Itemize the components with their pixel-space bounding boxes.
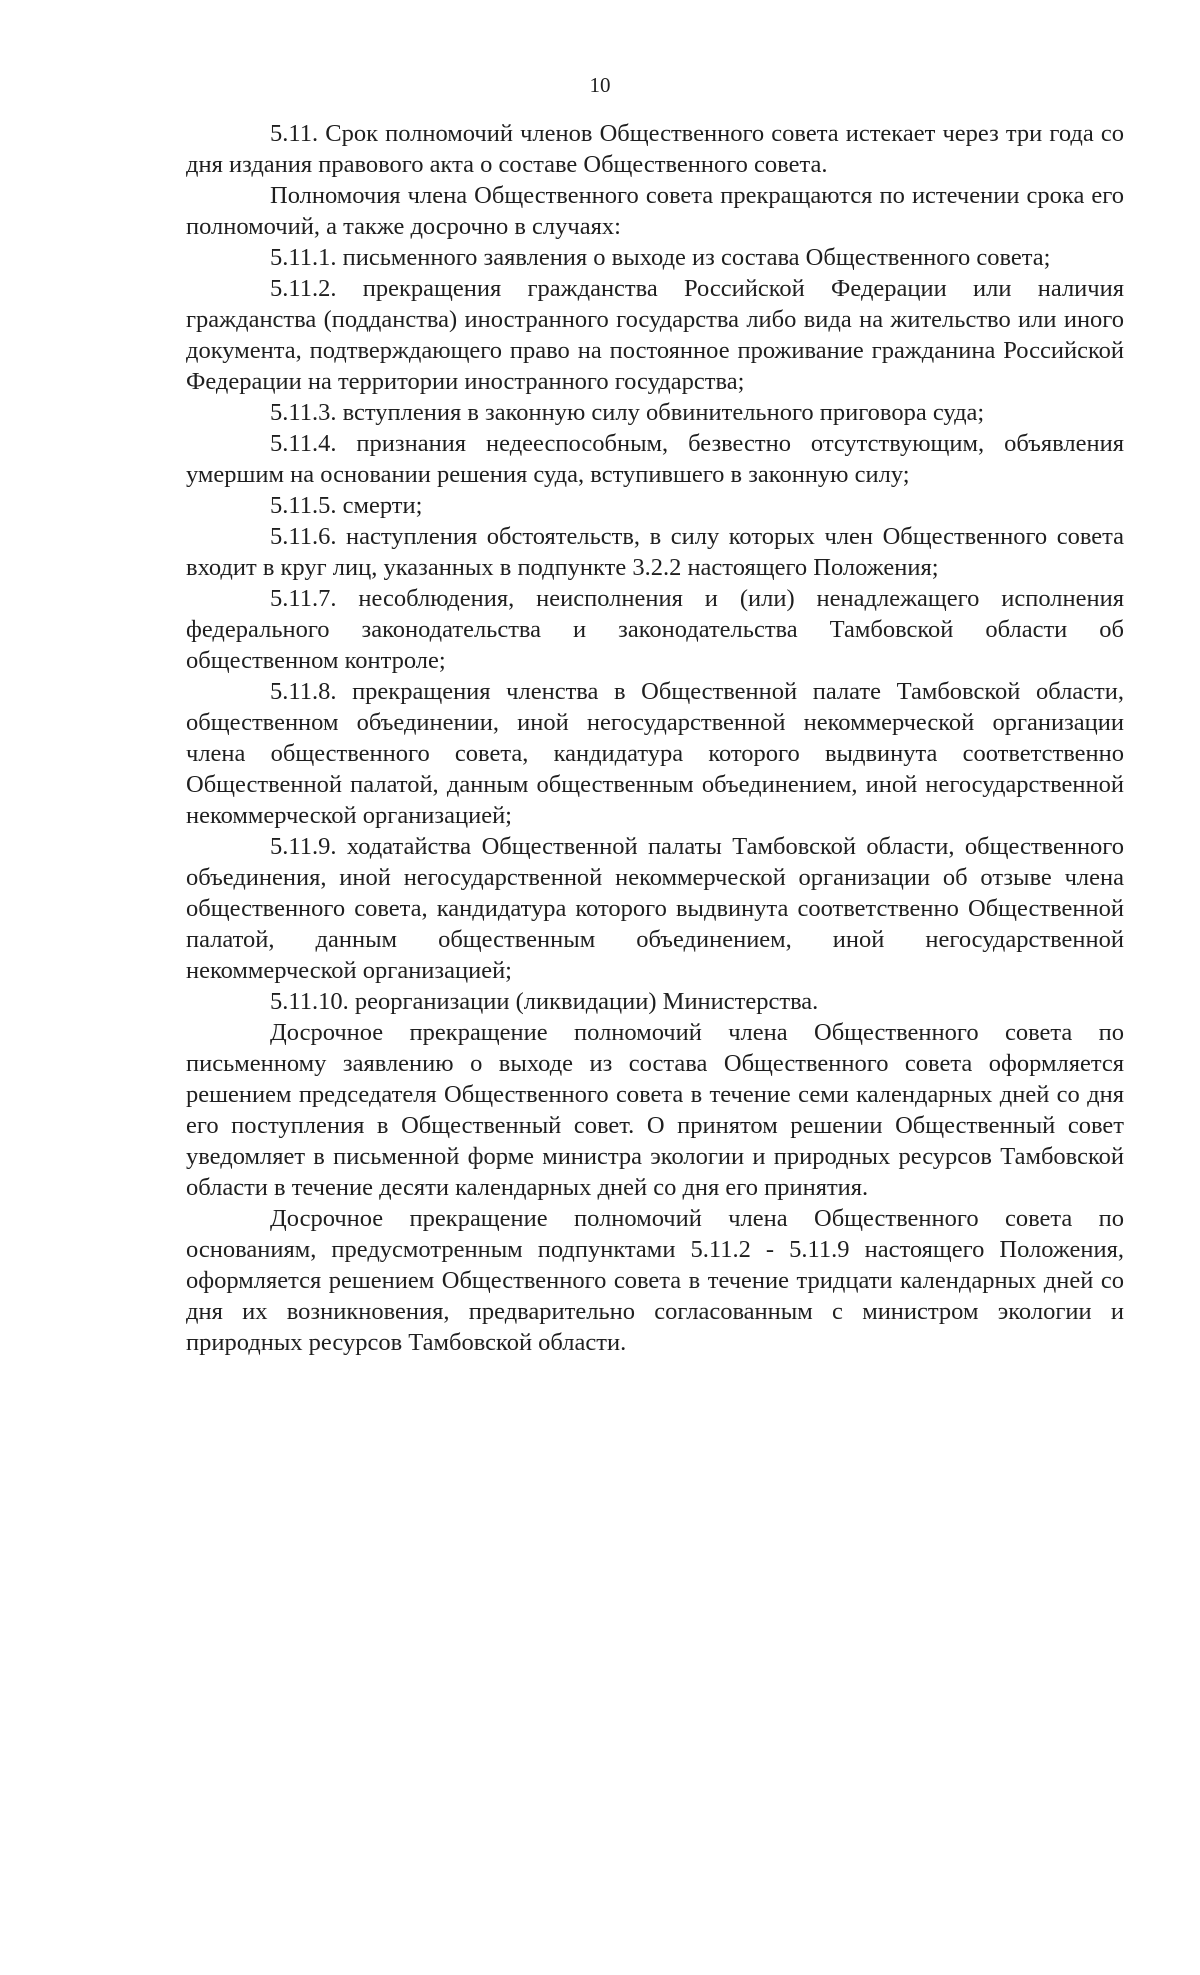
paragraph-5-11-5: 5.11.5. смерти; [270,492,423,519]
paragraph-5-11: 5.11. Срок полномочий членов Общественного совета истекает через три года со дня издания правового акта о составе Общественного совета. [186,120,1124,178]
paragraph-early-termination-other-grounds: Досрочное прекращение полномочий члена Общественного совета по основаниям, предусмотренным подпунктами 5.11.2 - 5.11.9 настоящего Положения, оформляется решением Общественного совета в течение тридцати календарных дней со дня их возникновения, предварительно согласованным с министром экологии и природных ресурсов Тамбовской области. [186,1205,1124,1356]
paragraph-5-11-1: 5.11.1. письменного заявления о выходе из состава Общественного совета; [270,244,1051,271]
paragraph-5-11-6: 5.11.6. наступления обстоятельств, в силу которых член Общественного совета входит в круг лиц, указанных в подпункте 3.2.2 настоящего Положения; [186,523,1124,581]
paragraph-5-11-3: 5.11.3. вступления в законную силу обвинительного приговора суда; [270,399,985,426]
paragraph-5-11-9: 5.11.9. ходатайства Общественной палаты Тамбовской области, общественного объединения, иной негосударственной некоммерческой организации об отзыве члена общественного совета, кандидатура которого выдвинута соответственно Общественной палатой, данным общественным объединением, иной негосударственной некоммерческой организацией; [186,833,1124,984]
paragraph-5-11-2: 5.11.2. прекращения гражданства Российской Федерации или наличия гражданства (подданства) иностранного государства либо вида на жительство или иного документа, подтверждающего право на постоянное проживание гражданина Российской Федерации на территории иностранного государства; [186,275,1124,395]
paragraph-5-11-4: 5.11.4. признания недееспособным, безвестно отсутствующим, объявления умершим на основании решения суда, вступившего в законную силу; [186,430,1124,488]
paragraph-5-11-8: 5.11.8. прекращения членства в Общественной палате Тамбовской области, общественном объединении, иной негосударственной некоммерческой организации члена общественного совета, кандидатура которого выдвинута соответственно Общественной палатой, данным общественным объединением, иной негосударственной некоммерческой организацией; [186,678,1124,829]
paragraph-termination-intro: Полномочия члена Общественного совета прекращаются по истечении срока его полномочий, а также досрочно в случаях: [186,182,1124,240]
paragraph-5-11-7: 5.11.7. несоблюдения, неисполнения и (или) ненадлежащего исполнения федерального законодательства и законодательства Тамбовской области об общественном контроле; [186,585,1124,674]
page-number: 10 [589,73,611,97]
document-body [186,118,1124,1358]
paragraph-early-termination-by-application: Досрочное прекращение полномочий члена Общественного совета по письменному заявлению о выходе из состава Общественного совета оформляется решением председателя Общественного совета в течение семи календарных дней со дня его поступления в Общественный совет. О принятом решении Общественный совет уведомляет в письменной форме министра экологии и природных ресурсов Тамбовской области в течение десяти календарных дней со дня его принятия. [186,1019,1124,1201]
paragraph-5-11-10: 5.11.10. реорганизации (ликвидации) Министерства. [270,988,819,1015]
